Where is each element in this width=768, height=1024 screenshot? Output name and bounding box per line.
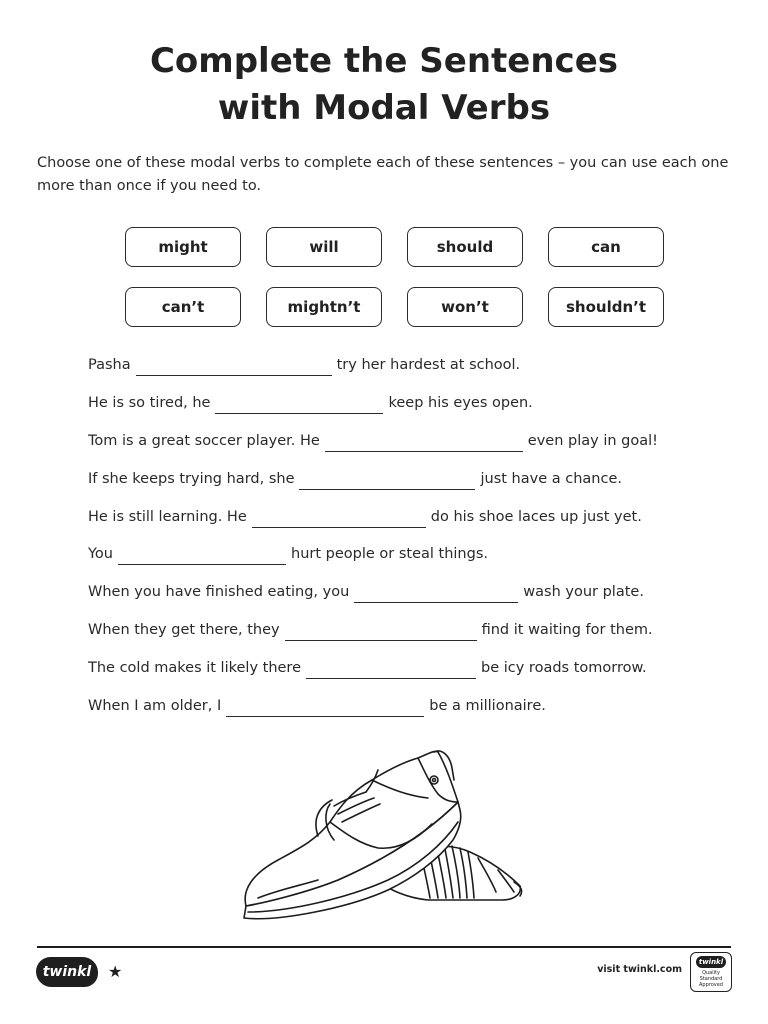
title-line-1: Complete the Sentences: [149, 41, 618, 81]
question-text-before: When they get there, they: [88, 622, 280, 638]
word-shouldnt: shouldn’t: [548, 287, 664, 327]
shoe-illustration: [238, 740, 528, 934]
answer-blank[interactable]: [226, 700, 424, 717]
quality-badge: [690, 952, 732, 992]
question-text-after: even play in goal!: [527, 433, 658, 449]
question-text-after: just have a chance.: [480, 471, 622, 487]
word-might: might: [125, 227, 241, 267]
answer-blank[interactable]: [285, 624, 477, 641]
question-text-before: He is so tired, he: [88, 395, 211, 411]
question-text-before: The cold makes it likely there: [88, 660, 301, 676]
instructions: Choose one of these modal verbs to complete each of these sentences – you can use each one more than once if you need to.: [37, 155, 729, 194]
star-icon: ★: [108, 962, 123, 981]
question-text-before: Pasha: [88, 357, 131, 373]
answer-blank[interactable]: [118, 548, 286, 565]
question-text-after: be icy roads tomorrow.: [481, 660, 647, 676]
question-text-before: He is still learning. He: [88, 509, 247, 525]
question-text-before: You: [88, 546, 113, 562]
answer-blank[interactable]: [252, 511, 426, 528]
question-text-before: If she keeps trying hard, she: [88, 471, 295, 487]
footer-divider: [37, 946, 731, 948]
answer-blank[interactable]: [136, 359, 332, 376]
question-text-after: find it waiting for them.: [481, 622, 653, 638]
answer-blank[interactable]: [306, 662, 476, 679]
question-text-after: keep his eyes open.: [388, 395, 533, 411]
answer-blank[interactable]: [299, 473, 475, 490]
word-wont: won’t: [407, 287, 523, 327]
word-can: can: [548, 227, 664, 267]
page-title: [0, 38, 768, 132]
word-should: should: [407, 227, 523, 267]
question-text-after: hurt people or steal things.: [291, 546, 488, 562]
answer-blank[interactable]: [354, 586, 518, 603]
twinkl-logo[interactable]: [36, 957, 98, 987]
question-text-after: wash your plate.: [523, 584, 644, 600]
question-text-after: be a millionaire.: [429, 698, 546, 714]
question-text-before: When I am older, I: [88, 698, 222, 714]
word-cant: can’t: [125, 287, 241, 327]
word-will: will: [266, 227, 382, 267]
logo-text: twinkl: [42, 964, 92, 980]
word-mightnt: mightn’t: [266, 287, 382, 327]
question-text-before: Tom is a great soccer player. He: [88, 433, 320, 449]
badge-text: Quality Standard Approved: [699, 970, 723, 988]
badge-logo: twinkl: [696, 956, 726, 968]
answer-blank[interactable]: [325, 435, 523, 452]
title-line-2: with Modal Verbs: [217, 88, 551, 128]
answer-blank[interactable]: [215, 397, 383, 414]
visit-link[interactable]: visit twinkl.com: [597, 964, 682, 975]
question-text-after: try her hardest at school.: [336, 357, 521, 373]
question-text-before: When you have finished eating, you: [88, 584, 350, 600]
question-text-after: do his shoe laces up just yet.: [430, 509, 642, 525]
